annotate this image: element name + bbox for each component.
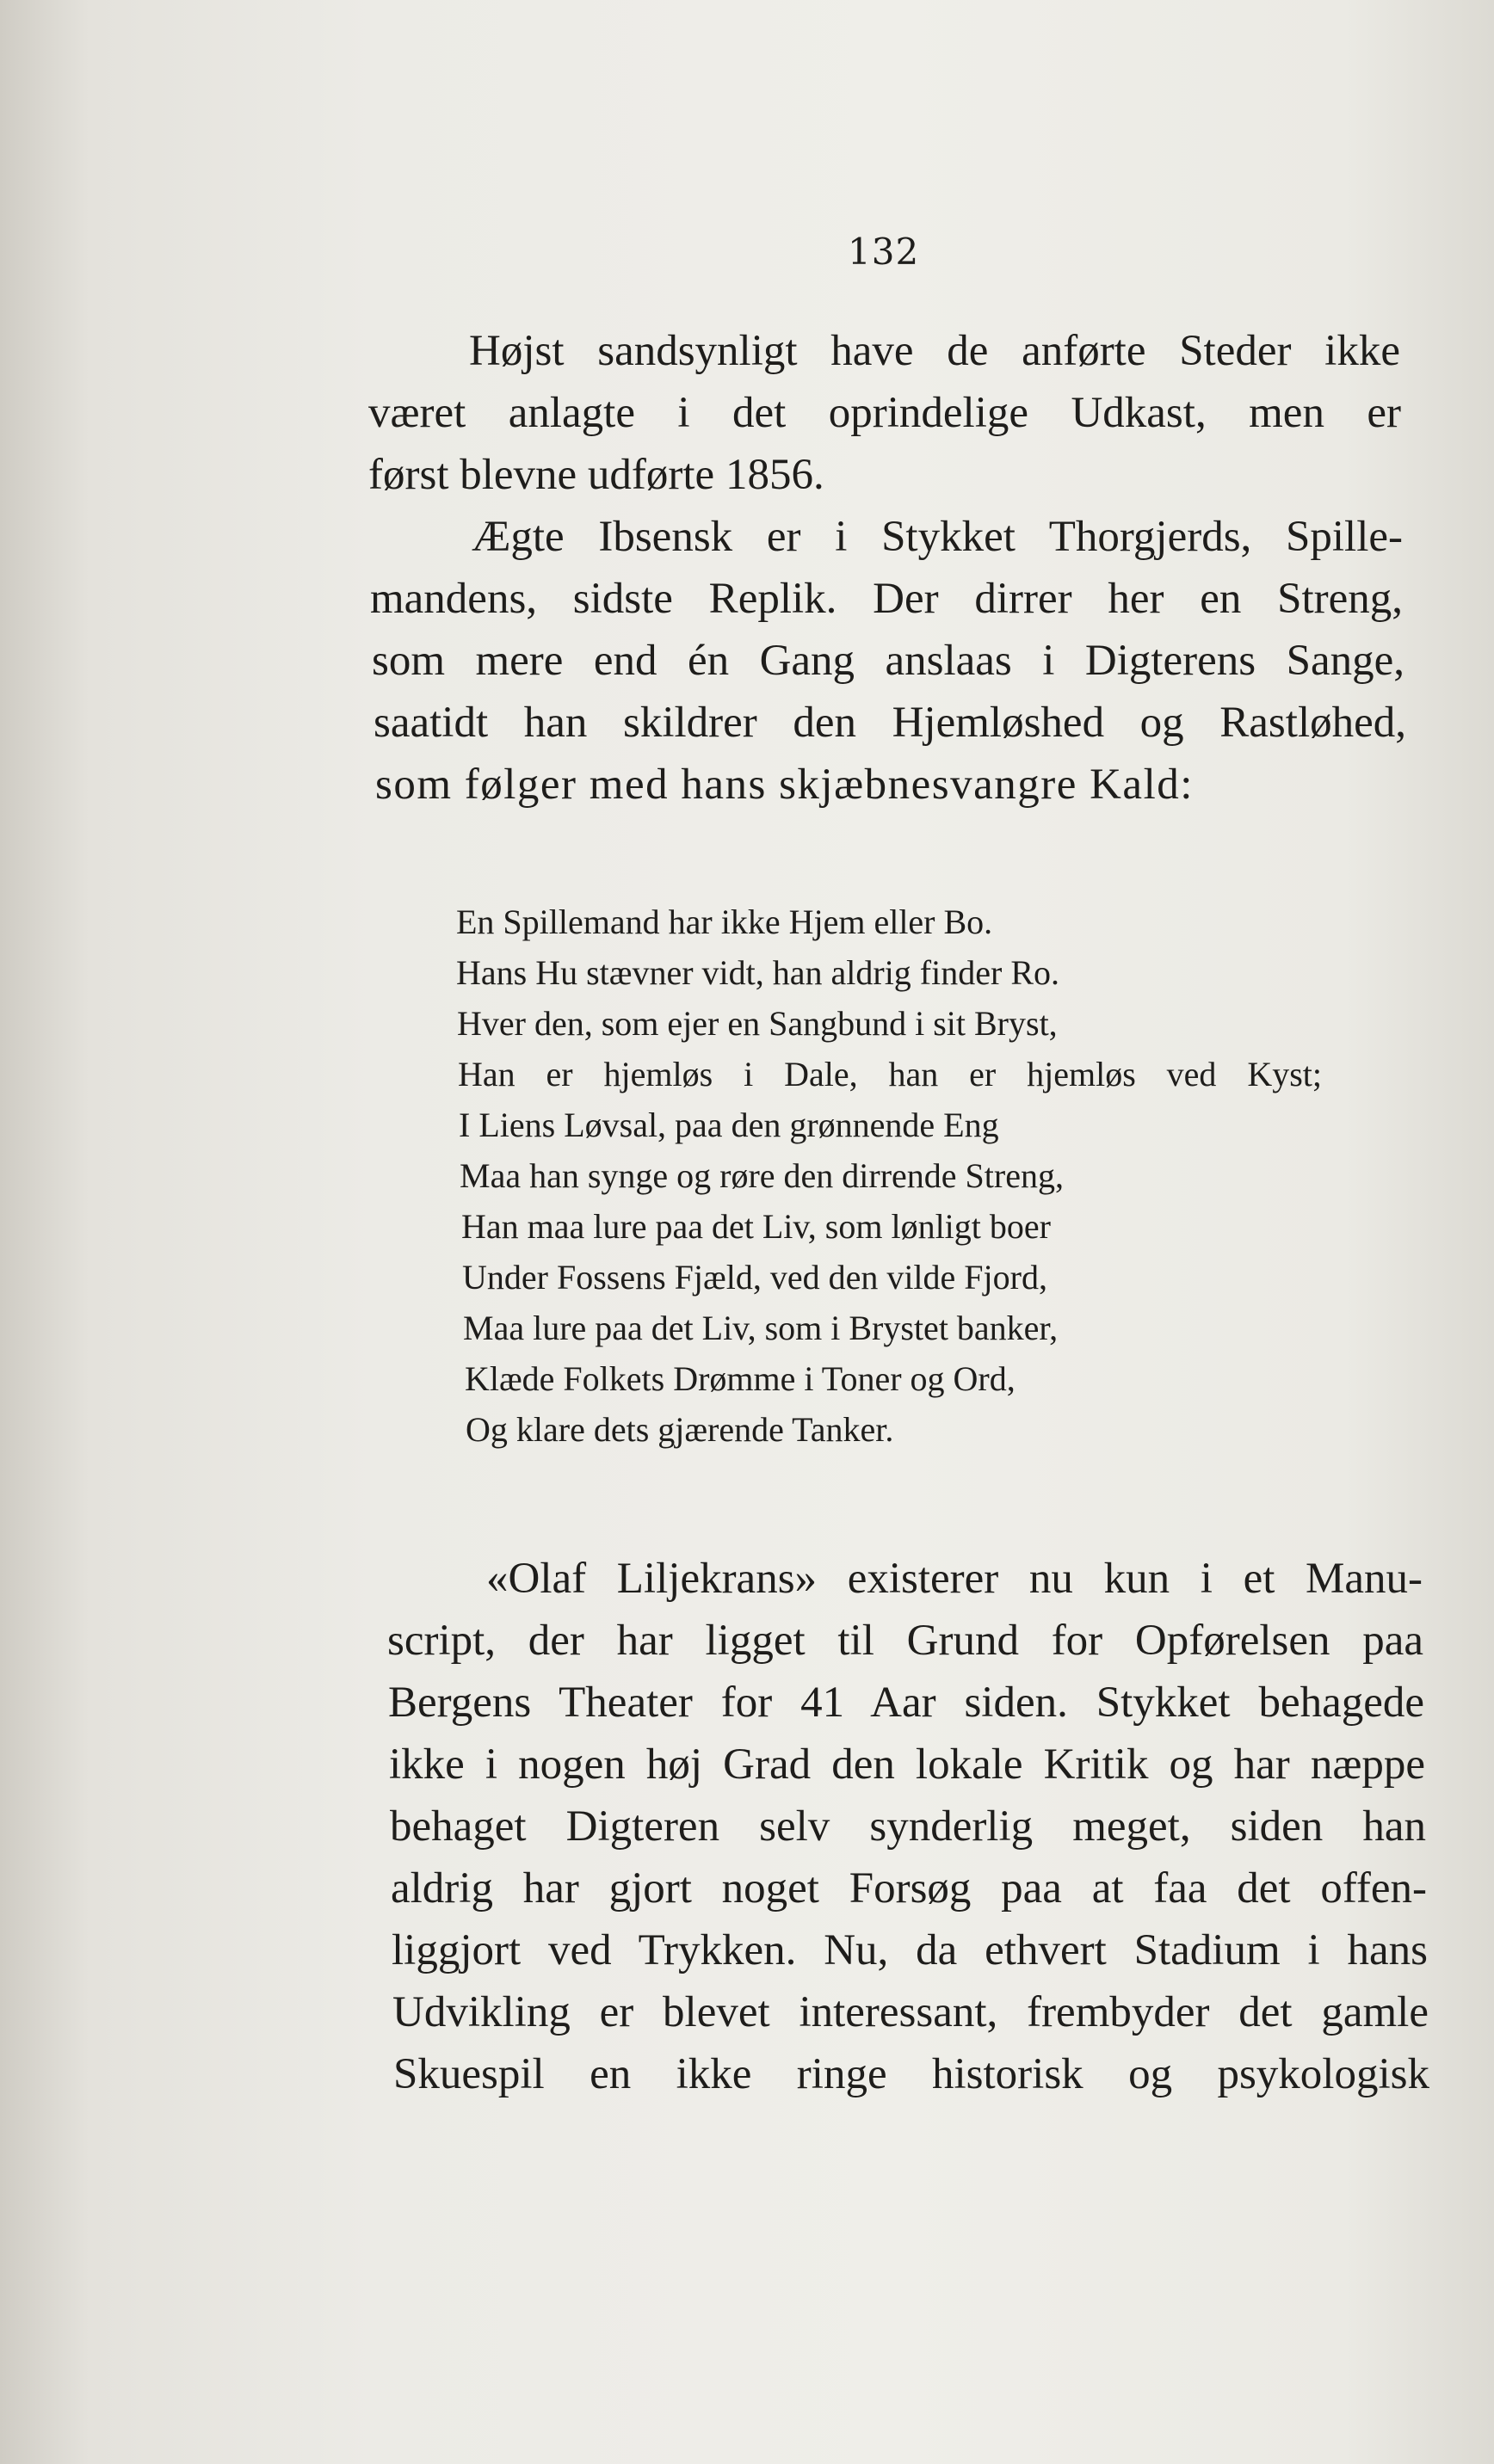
paragraph-1-line: Højst sandsynligt have de anførte Steder ikke — [469, 327, 1400, 375]
page-number: 132 — [848, 231, 920, 273]
paragraph-3-line: behaget Digteren selv synderlig meget, siden han — [390, 1802, 1426, 1851]
verse-line: Han maa lure paa det Liv, som lønligt boer — [461, 1207, 1051, 1246]
verse-line: Hver den, som ejer en Sangbund i sit Bryst, — [457, 1004, 1058, 1043]
verse-line: Han er hjemløs i Dale, han er hjemløs ved Kyst; — [458, 1055, 1322, 1093]
verse-line: Maa lure paa det Liv, som i Brystet banker, — [463, 1309, 1059, 1347]
paragraph-2-line: saatidt han skildrer den Hjemløshed og Rastløhed, — [374, 699, 1406, 747]
paragraph-3-line: Bergens Theater for 41 Aar siden. Stykket behagede — [388, 1679, 1424, 1727]
paragraph-1-line: først blevne udførte 1856. — [368, 451, 824, 499]
paragraph-2-line: som følger med hans skjæbnesvangre Kald: — [375, 761, 1194, 809]
paragraph-3-line: «Olaf Liljekrans» existerer nu kun i et Manu- — [486, 1555, 1423, 1603]
verse-line: Under Fossens Fjæld, ved den vilde Fjord, — [462, 1258, 1047, 1297]
paragraph-2-line: mandens, sidste Replik. Der dirrer her en Streng, — [370, 575, 1403, 623]
paragraph-3-line: aldrig har gjort noget Forsøg paa at faa det offen- — [391, 1864, 1427, 1913]
verse-line: Og klare dets gjærende Tanker. — [466, 1410, 894, 1449]
paragraph-2-line: som mere end én Gang anslaas i Digterens Sange, — [372, 637, 1404, 685]
paragraph-3-line: Skuespil en ikke ringe historisk og psykologisk — [393, 2050, 1429, 2098]
verse-line: Klæde Folkets Drømme i Toner og Ord, — [465, 1359, 1016, 1398]
paragraph-1-line: været anlagte i det oprindelige Udkast, men er — [368, 389, 1401, 437]
paragraph-2-line: Ægte Ibsensk er i Stykket Thorgjerds, Spille- — [472, 513, 1403, 561]
verse-line: I Liens Løvsal, paa den grønnende Eng — [459, 1106, 999, 1144]
paragraph-3-line: Udvikling er blevet interessant, frembyder det gamle — [392, 1988, 1429, 2036]
paragraph-3-line: script, der har ligget til Grund for Opførelsen paa — [387, 1617, 1423, 1665]
verse-line: Hans Hu stævner vidt, han aldrig finder Ro. — [456, 953, 1059, 992]
verse-line: En Spillemand har ikke Hjem eller Bo. — [456, 902, 993, 941]
paragraph-3-line: ikke i nogen høj Grad den lokale Kritik og har næppe — [389, 1740, 1425, 1789]
verse-line: Maa han synge og røre den dirrende Streng, — [460, 1156, 1064, 1195]
paragraph-3-line: liggjort ved Trykken. Nu, da ethvert Stadium i hans — [392, 1926, 1428, 1974]
